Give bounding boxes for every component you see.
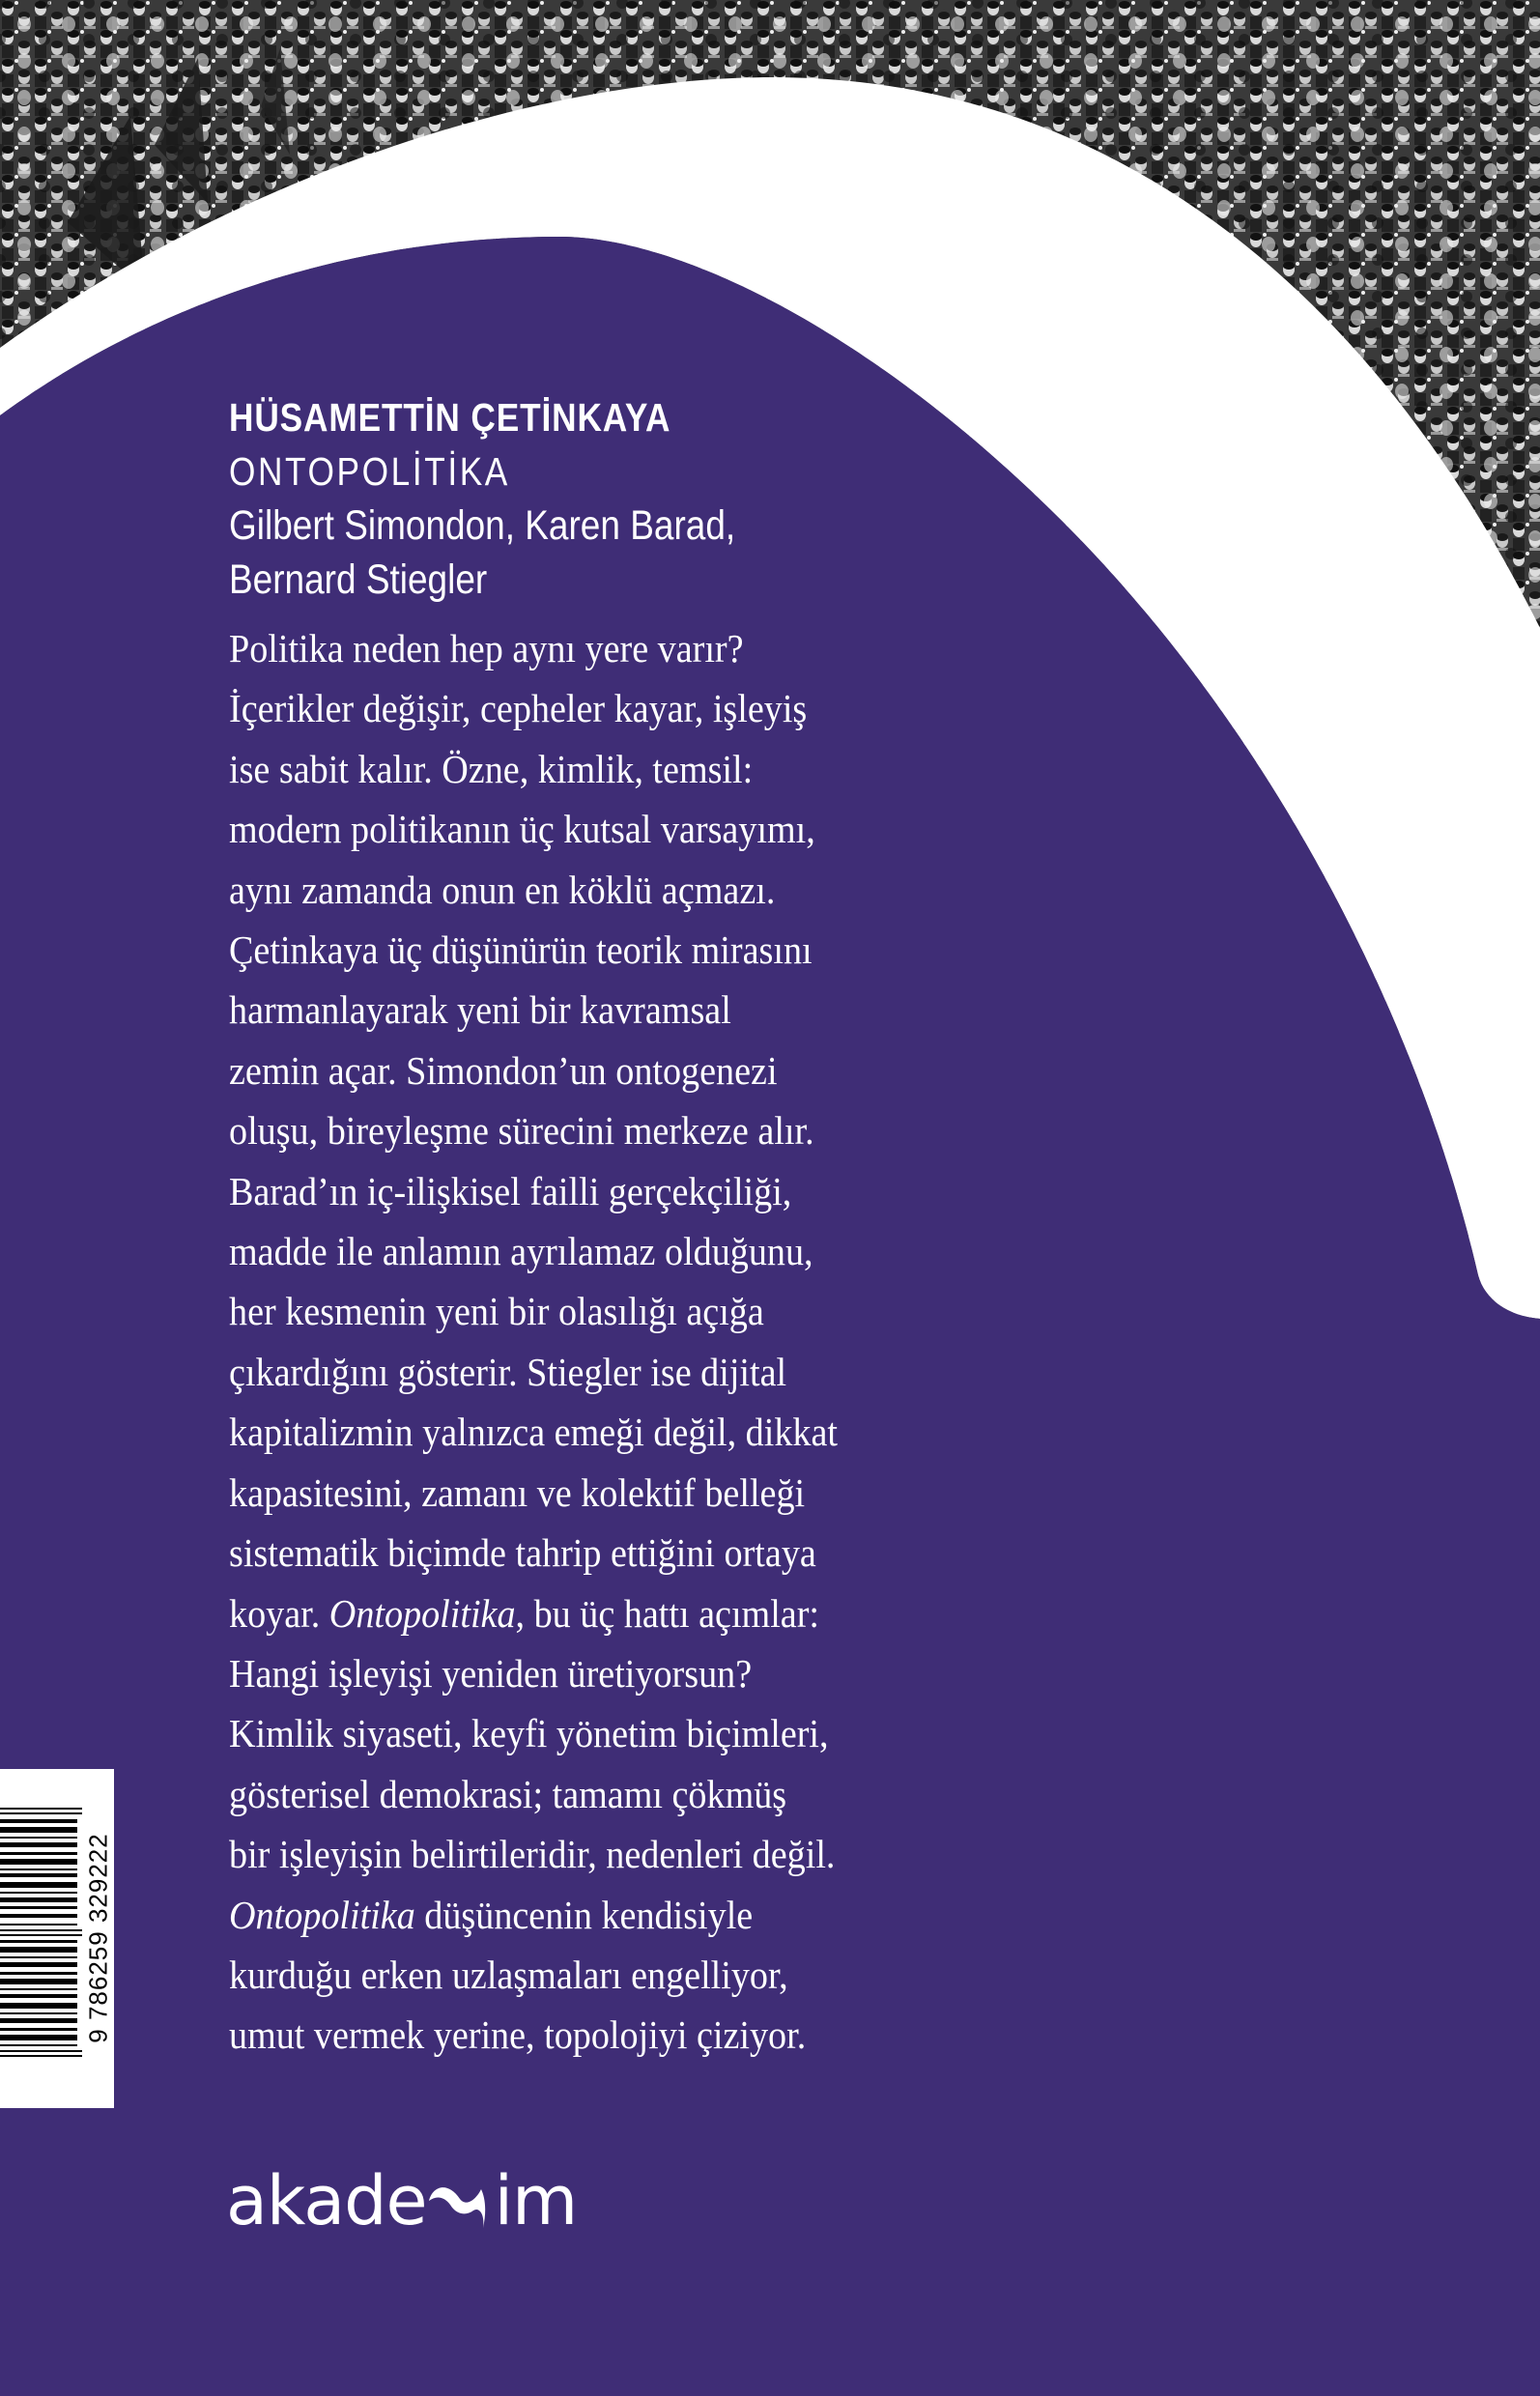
swoosh-m-icon [427, 2172, 495, 2230]
back-cover-blurb [229, 618, 1021, 2066]
blurb-line: ise sabit kalır. Özne, kimlik, temsil: [229, 746, 754, 791]
isbn-barcode [0, 1769, 114, 2108]
blurb-text: , bu üç hattı açımlar: [515, 1590, 820, 1636]
blurb-line: İçerikler değişir, cepheler kayar, işleyiş [229, 686, 808, 731]
blurb-line: kapasitesini, zamanı ve kolektif belleği [229, 1469, 806, 1515]
blurb-line: aynı zamanda onun en köklü açmazı. [229, 867, 776, 912]
blurb-line: kapitalizmin yalnızca emeği değil, dikkat [229, 1410, 838, 1455]
blurb-line: gösterisel demokrasi; tamamı çökmüş [229, 1771, 787, 1816]
blurb-line-mixed [229, 1583, 966, 1643]
blurb-text: koyar. [229, 1590, 329, 1636]
author-name: HÜSAMETTİN ÇETİNKAYA [229, 395, 671, 440]
subtitle-line-1: Gilbert Simondon, Karen Barad, [229, 502, 736, 549]
blurb-line: modern politikanın üç kutsal varsayımı, [229, 807, 815, 852]
blurb-line: Çetinkaya üç düşünürün teorik mirasını [229, 927, 813, 973]
book-title-italic: Ontopolitika [328, 1590, 516, 1636]
blurb-text: düşüncenin kendisiyle [414, 1892, 754, 1937]
blurb-line: Barad’ın iç-ilişkisel failli gerçekçiliği, [229, 1168, 792, 1213]
header-block [229, 390, 818, 607]
blurb-line: Hangi işleyişi yeniden üretiyorsun? [229, 1650, 753, 1696]
blurb-line: Politika neden hep aynı yere varır? [229, 626, 744, 670]
isbn-digits: 9 786259 329222 [83, 1833, 113, 2043]
book-title: ONTOPOLİTİKA [229, 449, 510, 494]
blurb-line: umut vermek yerine, topolojiyi çiziyor. [229, 2012, 807, 2058]
logo-text-right: im [494, 2161, 578, 2240]
blurb-line: Kimlik siyaseti, keyfi yönetim biçimleri, [229, 1711, 829, 1756]
blurb-line: sistematik biçimde tahrip ettiğini ortaya [229, 1530, 816, 1576]
blurb-line: madde ile anlamın ayrılamaz olduğunu, [229, 1229, 813, 1274]
blurb-line: zemin açar. Simondon’un ontogenezi [229, 1047, 778, 1093]
blurb-line: çıkardığını gösterir. Stiegler ise dijital [229, 1349, 787, 1394]
publisher-logo[interactable] [226, 2162, 577, 2239]
blurb-line: harmanlayarak yeni bir kavramsal [229, 987, 731, 1033]
blurb-line-mixed [229, 1885, 966, 1945]
blurb-line: kurduğu erken uzlaşmaları engelliyor, [229, 1952, 788, 1997]
logo-text-left: akade [226, 2161, 427, 2240]
subtitle-line-2: Bernard Stiegler [229, 556, 488, 603]
blurb-line: her kesmenin yeni bir olasılığı açığa [229, 1289, 764, 1334]
blurb-line: oluşu, bireyleşme sürecini merkeze alır. [229, 1108, 814, 1154]
book-title-italic: Ontopolitika [229, 1892, 415, 1937]
blurb-line: bir işleyişin belirtileridir, nedenleri değil. [229, 1832, 836, 1877]
